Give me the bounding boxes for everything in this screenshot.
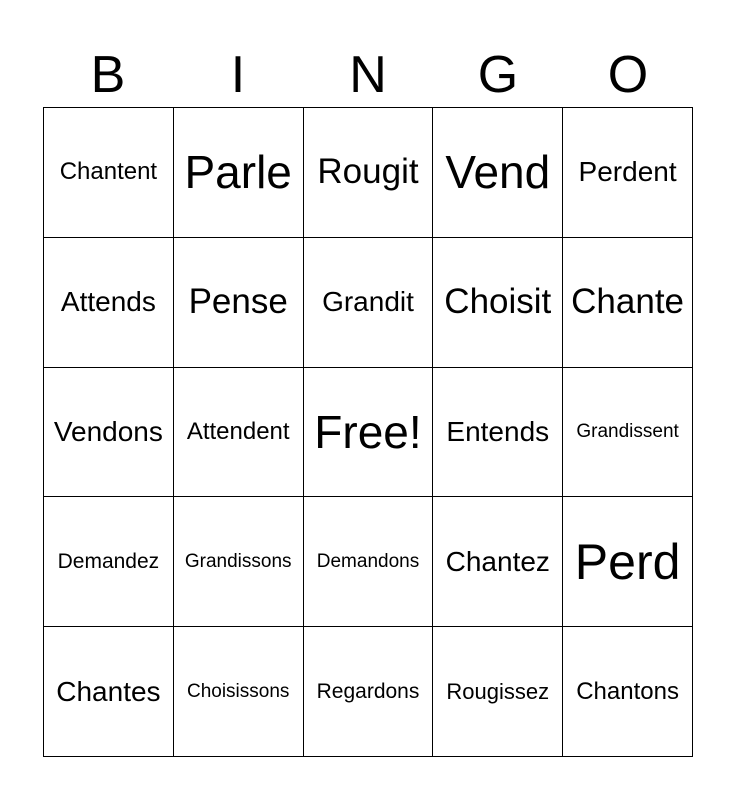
bingo-cell[interactable]: Pense — [173, 237, 303, 367]
bingo-cell[interactable]: Choisit — [433, 237, 563, 367]
header-letter-b: B — [90, 46, 126, 104]
board-row — [44, 237, 693, 367]
board-row — [44, 367, 693, 497]
header-letter-o: O — [607, 46, 649, 104]
bingo-cell[interactable]: Chantez — [433, 497, 563, 627]
board-row — [44, 108, 693, 238]
bingo-cell[interactable]: Rougit — [303, 108, 433, 238]
bingo-header — [43, 44, 693, 106]
bingo-cell[interactable]: Vend — [433, 108, 563, 238]
header-letter-g: G — [477, 46, 519, 104]
bingo-cell[interactable]: Regardons — [303, 627, 433, 757]
bingo-cell[interactable]: Chantent — [44, 108, 174, 238]
bingo-cell[interactable]: Chantes — [44, 627, 174, 757]
header-letter-i: I — [230, 46, 246, 104]
header-letter-n: N — [349, 46, 387, 104]
bingo-cell[interactable]: Entends — [433, 367, 563, 497]
bingo-cell[interactable]: Grandissons — [173, 497, 303, 627]
bingo-cell[interactable]: Parle — [173, 108, 303, 238]
bingo-cell[interactable]: Demandons — [303, 497, 433, 627]
board-row — [44, 497, 693, 627]
bingo-cell[interactable]: Grandit — [303, 237, 433, 367]
free-space-cell[interactable]: Free! — [303, 367, 433, 497]
bingo-cell[interactable]: Vendons — [44, 367, 174, 497]
bingo-cell[interactable]: Attends — [44, 237, 174, 367]
bingo-cell[interactable]: Choisissons — [173, 627, 303, 757]
bingo-cell[interactable]: Perdent — [563, 108, 693, 238]
bingo-board — [43, 107, 693, 757]
bingo-cell[interactable]: Grandissent — [563, 367, 693, 497]
bingo-cell[interactable]: Perd — [563, 497, 693, 627]
bingo-cell[interactable]: Attendent — [173, 367, 303, 497]
bingo-cell[interactable]: Demandez — [44, 497, 174, 627]
board-row — [44, 627, 693, 757]
bingo-cell[interactable]: Chantons — [563, 627, 693, 757]
bingo-cell[interactable]: Chante — [563, 237, 693, 367]
bingo-cell[interactable]: Rougissez — [433, 627, 563, 757]
